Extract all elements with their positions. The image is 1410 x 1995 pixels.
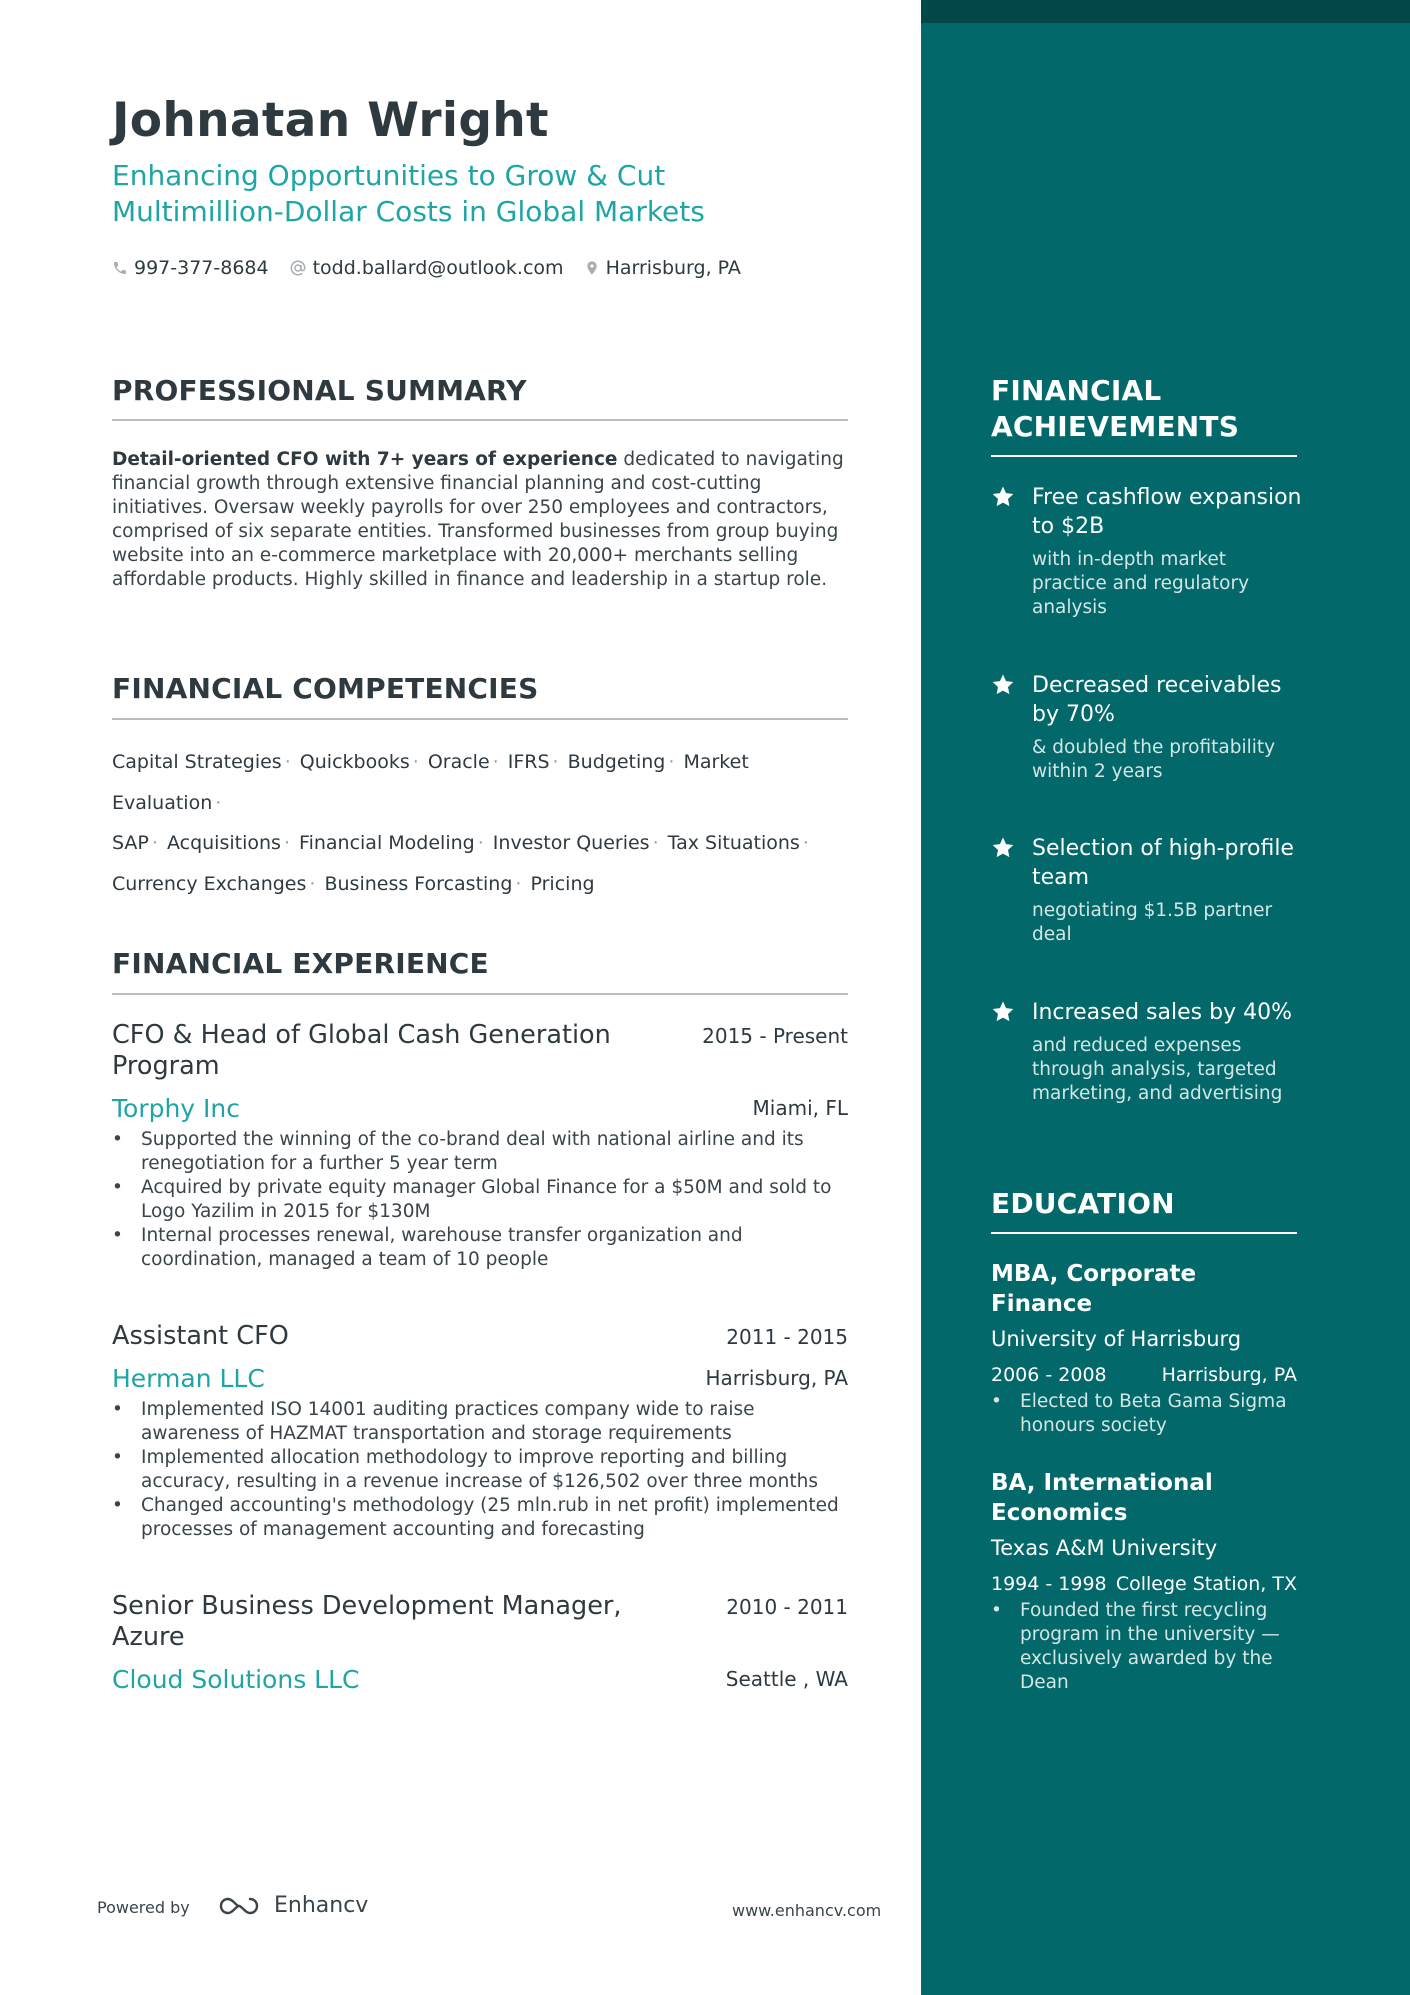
job-title: CFO & Head of Global Cash Generation Program: [112, 1020, 611, 1081]
summary-heading: PROFESSIONAL SUMMARY: [112, 374, 527, 407]
email-text[interactable]: todd.ballard@outlook.com: [312, 257, 564, 279]
skill-item: Business Forcasting: [324, 872, 513, 895]
skill-item: Investor Queries: [492, 832, 650, 854]
skill-item: IFRS: [507, 751, 550, 773]
job-location: Miami, FL: [752, 1096, 848, 1120]
skill-item: Quickbooks: [299, 751, 410, 773]
experience-divider: [112, 993, 848, 995]
achievements-heading-line-1: FINANCIAL: [991, 374, 1162, 407]
job-location: Seattle , WA: [725, 1667, 848, 1691]
achievement-title: Increased sales by 40%: [1032, 1000, 1292, 1025]
education-dates: 1994 - 1998: [991, 1573, 1107, 1595]
job-bullets: [112, 1128, 848, 1272]
skill-item: Tax Situations: [667, 832, 800, 854]
achievements-heading: [991, 373, 1297, 445]
phone-text[interactable]: 997-377-8684: [134, 257, 269, 279]
job-bullet: • Implemented allocation methodology to improve reporting and billing accuracy, resulting in a revenue increase of $126,502 over three months: [112, 1446, 848, 1494]
contact-row: [112, 257, 761, 279]
powered-by-label: Powered by: [97, 1898, 190, 1917]
infinity-logo-icon: [216, 1894, 262, 1918]
footer-url[interactable]: www.enhancv.com: [732, 1901, 882, 1920]
education-location: Harrisburg, PA: [1161, 1364, 1297, 1386]
sidebar-top-bar: [921, 0, 1410, 23]
skill-item: Currency Exchanges: [112, 872, 307, 895]
contact-phone: [112, 257, 269, 279]
achievements-divider: [991, 455, 1297, 457]
star-icon: [991, 485, 1015, 509]
job-bullet: • Internal processes renewal, warehouse transfer organization and coordination, managed a team of 10 people: [112, 1224, 848, 1272]
experience-heading: FINANCIAL EXPERIENCE: [112, 947, 489, 980]
achievement-title: Decreased receivables by 70%: [1032, 673, 1282, 727]
job-dates: 2010 - 2011: [726, 1595, 848, 1619]
education-bullet: • Founded the first recycling program in the university — exclusively awarded by the Dean: [991, 1599, 1297, 1695]
star-icon: [991, 836, 1015, 860]
job-title: Assistant CFO: [112, 1321, 289, 1351]
summary-divider: [112, 419, 848, 421]
at-icon: [289, 259, 307, 277]
skill-item: Pricing: [530, 872, 595, 895]
achievement-desc: and reduced expenses through analysis, targeted marketing, and advertising: [1032, 1035, 1283, 1104]
achievement-desc: negotiating $1.5B partner deal: [1032, 900, 1273, 945]
job-dates: 2015 - Present: [702, 1024, 848, 1048]
enhancv-logo[interactable]: [216, 1893, 368, 1918]
location-pin-icon: [584, 259, 600, 277]
skill-item: SAP: [112, 832, 149, 854]
skill-item: Budgeting: [567, 751, 666, 773]
contact-email: [289, 257, 564, 279]
education-divider: [991, 1232, 1297, 1234]
skill-item: Oracle: [427, 751, 490, 773]
skill-item: Market Evaluation: [112, 751, 749, 814]
education-meta: [991, 1573, 1297, 1595]
job-bullet: • Supported the winning of the co-brand deal with national airline and its renegotiation for a further 5 year term: [112, 1128, 848, 1176]
achievement-desc: & doubled the profitability within 2 years: [1032, 737, 1276, 782]
competencies-divider: [112, 718, 848, 720]
education-degree: MBA, Corporate Finance: [991, 1261, 1197, 1317]
education-meta: [991, 1364, 1297, 1386]
achievements-heading-line-2: ACHIEVEMENTS: [991, 410, 1240, 443]
summary-body: dedicated to navigating financial growth through extensive financial planning and cost-cutting initiatives. Oversaw weekly payrolls for over 250 employees and contractors, comprised of six separate entities. Transformed businesses from group buying website into an e-commerce marketplace with 20,000+ merchants selling affordable products. Highly skilled in finance and leadership in a startup role.: [112, 449, 844, 590]
job-bullets: [112, 1398, 848, 1542]
job-location: Harrisburg, PA: [705, 1366, 848, 1390]
job-bullet: • Implemented ISO 14001 auditing practices company wide to raise awareness of HAZMAT transportation and storage requirements: [112, 1398, 848, 1446]
skill-item: Acquisitions: [166, 832, 281, 854]
competencies-list: Capital Strategies · Quickbooks · Oracle · IFRS · Budgeting · Market Evaluation · SAP · Acquisitions · Financial Modeling · Investor Queries · Tax Situations · Currency Exchanges · Business Forcasting · Pricing: [112, 751, 809, 895]
contact-location: [584, 257, 741, 279]
job-title: Senior Business Development Manager, Azure: [112, 1591, 622, 1652]
job-bullet: • Acquired by private equity manager Global Finance for a $50M and sold to Logo Yazilim in 2015 for $130M: [112, 1176, 848, 1224]
education-bullet: • Elected to Beta Gama Sigma honours society: [991, 1390, 1297, 1438]
achievement-desc: with in-depth market practice and regulatory analysis: [1032, 549, 1250, 618]
achievement-title: Selection of high-profile team: [1032, 836, 1294, 890]
achievement-title: Free cashflow expansion to $2B: [1032, 485, 1302, 539]
summary-bold: Detail-oriented CFO with 7+ years of experience: [112, 449, 618, 470]
job-dates: 2011 - 2015: [726, 1325, 848, 1349]
skill-item: Financial Modeling: [299, 832, 475, 854]
education-heading: EDUCATION: [991, 1187, 1175, 1220]
candidate-name: Johnatan Wright: [112, 93, 549, 148]
education-location: College Station, TX: [1115, 1573, 1297, 1595]
summary-text: [112, 448, 848, 592]
location-text: Harrisburg, PA: [605, 257, 741, 279]
job-bullet: • Changed accounting's methodology (25 mln.rub in net profit) implemented processes of management accounting and forecasting: [112, 1494, 848, 1542]
education-school: Texas A&M University: [991, 1536, 1218, 1560]
education-bullets: [991, 1390, 1297, 1438]
star-icon: [991, 673, 1015, 697]
headline-line-2: Multimillion-Dollar Costs in Global Markets: [112, 195, 705, 228]
education-item: [991, 1259, 1297, 1438]
star-icon: [991, 1000, 1015, 1024]
education-dates: 2006 - 2008: [991, 1364, 1107, 1386]
job-company: Cloud Solutions LLC: [112, 1665, 360, 1694]
skill-item: Capital Strategies: [112, 751, 282, 773]
education-bullets: [991, 1599, 1297, 1695]
job-company: Torphy Inc: [112, 1094, 241, 1123]
headline-line-1: Enhancing Opportunities to Grow & Cut: [112, 159, 666, 192]
competencies-heading: FINANCIAL COMPETENCIES: [112, 672, 539, 705]
education-degree: BA, International Economics: [991, 1470, 1213, 1526]
education-school: University of Harrisburg: [991, 1327, 1242, 1351]
job-company: Herman LLC: [112, 1364, 265, 1393]
phone-icon: [112, 260, 128, 276]
brand-name: Enhancv: [274, 1893, 369, 1918]
education-item: [991, 1468, 1297, 1695]
headline: [112, 158, 812, 230]
